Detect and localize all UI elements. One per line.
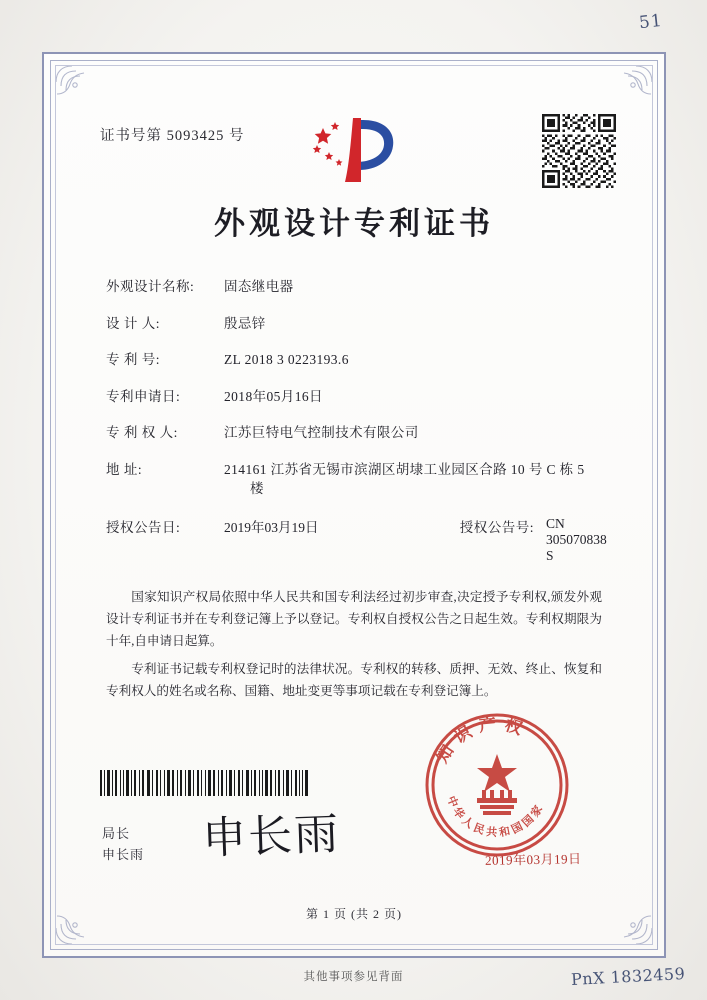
- page-title: 外观设计专利证书: [214, 206, 494, 242]
- field-patentee: [106, 423, 602, 443]
- address-line-2: 楼: [250, 481, 264, 497]
- back-page-note: 其他事项参见背面: [303, 971, 404, 983]
- field-design-name: [106, 277, 602, 297]
- handwritten-page-number: 51: [638, 10, 664, 34]
- corner-ornament-icon: [602, 894, 654, 946]
- grant-number-label: 授权公告号:: [459, 519, 534, 535]
- svg-text:知识产权: 知识产权: [432, 714, 532, 767]
- legal-text: [106, 586, 602, 702]
- patent-fields: [106, 277, 607, 564]
- field-label: 专利申请日:: [106, 388, 181, 404]
- director-title: 局长: [102, 826, 131, 842]
- certificate-frame: [42, 52, 666, 958]
- corner-ornament-icon: [54, 64, 106, 116]
- field-value: ZL 2018 3 0223193.6: [224, 352, 349, 368]
- field-value: 2018年05月16日: [224, 388, 323, 404]
- field-value: 江苏巨特电气控制技术有限公司: [224, 425, 419, 441]
- barcode: [100, 770, 310, 796]
- field-value: 固态继电器: [224, 279, 294, 294]
- cnipa-logo-icon: [289, 114, 419, 188]
- field-value: [224, 460, 602, 499]
- legal-paragraph-1: 国家知识产权局依照中华人民共和国专利法经过初步审查,决定授予专利权,颁发外观设计专利证书并在专利登记簿上予以登记。专利权自授权公告之日起生效。专利权期限为十年,自申请日起算。: [106, 589, 602, 648]
- field-label: 外观设计名称:: [106, 279, 195, 294]
- corner-ornament-icon: [602, 64, 654, 116]
- svg-text:中华人民共和国国家: 中华人民共和国国家: [444, 794, 547, 840]
- field-designer: [106, 314, 602, 334]
- page-number-footer: 第 1 页 (共 2 页): [306, 907, 402, 921]
- grant-announcement-row: [106, 515, 607, 564]
- certificate-header: [62, 72, 646, 192]
- handwritten-signature: 申长雨: [201, 808, 342, 865]
- field-label: 设 计 人:: [106, 315, 161, 331]
- field-label: 专 利 权 人:: [106, 425, 178, 441]
- seal-date: 2019年03月19日: [485, 851, 583, 868]
- field-value: 殷忌锌: [224, 315, 266, 331]
- field-patent-number: [106, 350, 602, 370]
- address-line-1: 214161 江苏省无锡市滨湖区胡埭工业园区合路 10 号 C 栋 5: [224, 461, 585, 477]
- field-address: [106, 460, 602, 499]
- signature-block: [102, 824, 144, 866]
- grant-date-value: 2019年03月19日: [224, 519, 319, 535]
- director-name: 申长雨: [102, 847, 145, 863]
- qr-code: [542, 114, 616, 188]
- legal-paragraph-2: 专利证书记载专利权登记时的法律状况。专利权的转移、质押、无效、终止、恢复和专利权人的姓名或名称、国籍、地址变更等事项记载在专利登记簿上。: [106, 662, 602, 699]
- field-label: 专 利 号:: [106, 352, 161, 368]
- official-seal: [422, 710, 572, 860]
- handwritten-reference-code: PnX 1832459: [570, 964, 686, 989]
- grant-date-label: 授权公告日:: [106, 519, 181, 535]
- grant-number-value: CN 305070838 S: [546, 515, 607, 563]
- field-application-date: [106, 387, 602, 407]
- certificate-number: 证书号第 5093425 号: [100, 128, 245, 144]
- field-label: 地 址:: [106, 461, 143, 477]
- corner-ornament-icon: [54, 894, 106, 946]
